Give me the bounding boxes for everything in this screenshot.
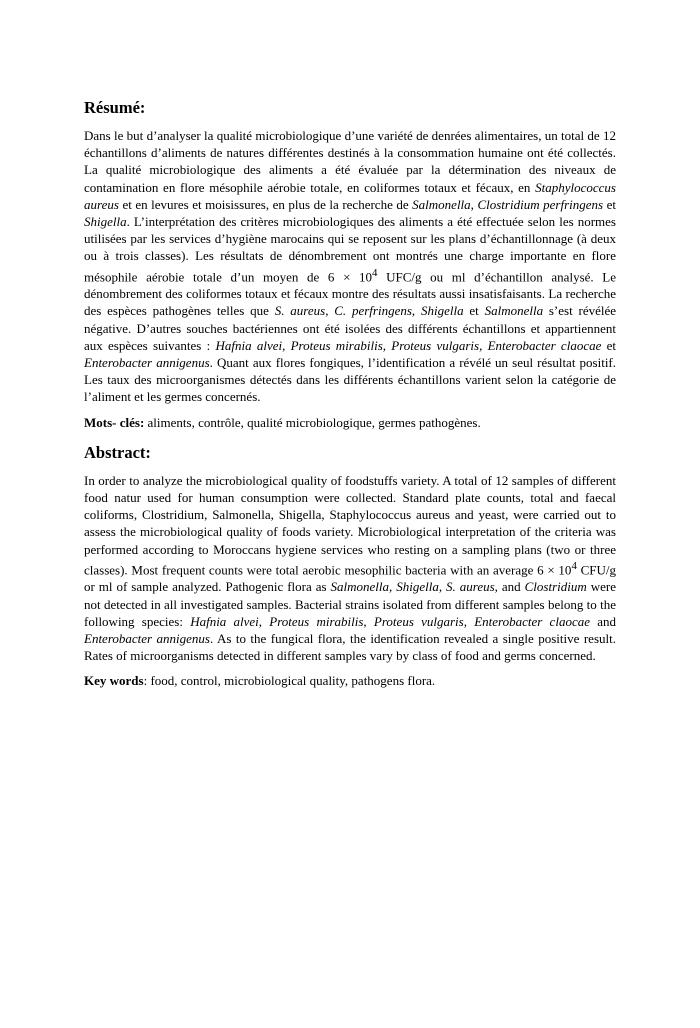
abstract-keywords: Key words: food, control, microbiological quality, pathogens flora. [84, 673, 436, 689]
resume-paragraph: Dans le but d’analyser la qualité microbiologique d’une variété de denrées alimentaires, un total de 12 échantillons d’aliments de natures différentes destinés à la consommation humaine ont été collectés. La qualité microbiologique des aliments a été évaluée par la détermination des niveaux de contamination en flore mésophile aérobie totale, en coliformes totaux et fécaux, en Staphylococcus aureus et en levures et moisissures, en plus de la recherche de Salmonella, Clostridium perfringens et Shigella. L’interprétation des critères microbiologiques des aliments a été effectuée selon les normes utilisées par les services d’hygiène marocains qui se reposent sur les plans d’échantillonnage (à deux ou à trois classes). Les résultats de dénombrement ont montrés une charge importante en flore mésophile aérobie totale d’un moyen de $6 \times 10^4$ UFC/g ou ml d’échantillon analysé. Le dénombrement des coliformes totaux et fécaux montre des résultats aussi insatisfaisants. La recherche des espèces pathogènes telles que S. aureus, C. perfringens, Shigella et Salmonella s’est révélée négative. D’autres souches bactériennes ont été isolées des différents échantillons et appartiennent aux espèces suivantes : Hafnia alvei, Proteus mirabilis, Proteus vulgaris, Enterobacter claocae et Enterobacter annigenus. Quant aux flores fongiques, l’identification a révélé un seul résultat positif. Les taux des microorganismes détectés dans les différents échantillons varient selon la catégorie de l’aliment et les germes concernés. [84, 128, 617, 405]
resume-keywords-label: Mots- clés: [84, 414, 145, 430]
document-page [84, 98, 616, 690]
abstract-keywords-label: Key words [84, 673, 144, 689]
abstract-paragraph: In order to analyze the microbiological quality of foodstuffs variety. A total of 12 samples of different food natur used for human consumption were collected. Standard plate counts, total and faecal coliforms, Clostridium, Salmonella, Shigella, Staphylococcus aureus and yeast, were carried out to assess the microbiological quality of foods variety. Microbiological interpretation of the criteria was performed according to Moroccans hygiene services who resting on a sampling plans (two or three classes). Most frequent counts were total aerobic mesophilic bacteria with an average $6 \times 10^4$ CFU/g or ml of sample analyzed. Pathogenic flora as Salmonella, Shigella, S. aureus, and Clostridium were not detected in all investigated samples. Bacterial strains isolated from different samples belong to the following species: Hafnia alvei, Proteus mirabilis, Proteus vulgaris, Enterobacter claocae and Enterobacter annigenus. As to the fungical flora, the identification revealed a single positive result. Rates of microorganisms detected in different samples vary by class of food and germs concerned. [84, 472, 616, 664]
abstract-heading: Abstract: [84, 442, 151, 462]
resume-heading: Résumé: [84, 98, 146, 117]
resume-keywords: Mots- clés: aliments, contrôle, qualité microbiologique, germes pathogènes. [84, 414, 481, 430]
